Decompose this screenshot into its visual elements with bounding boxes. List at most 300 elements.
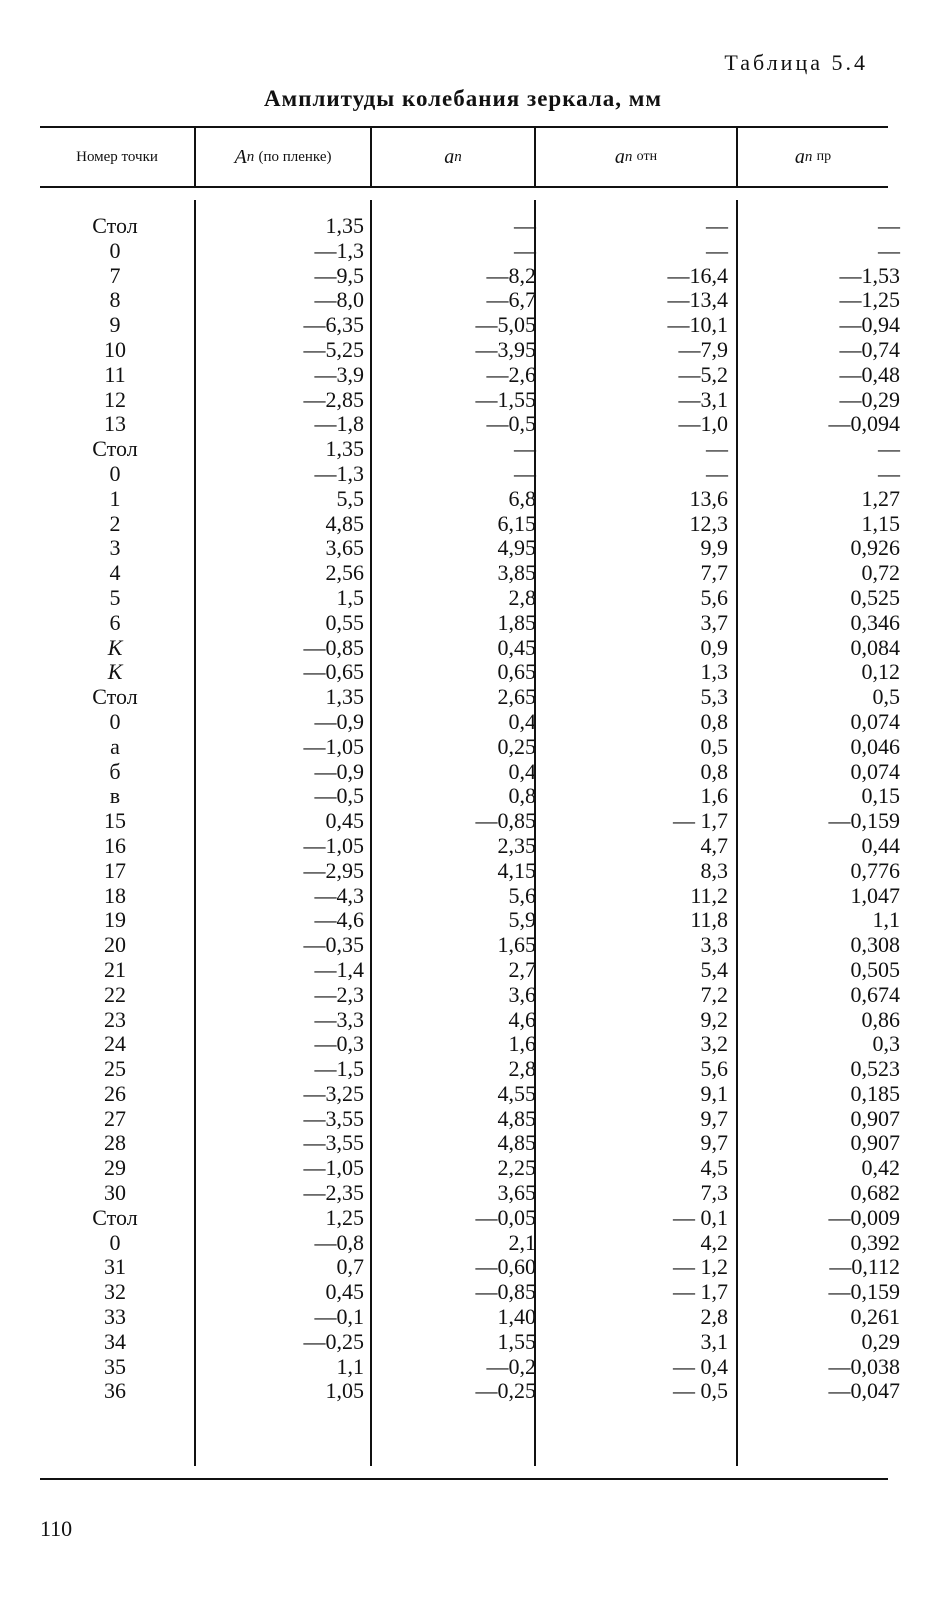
a-n-rel-cell: — 1,7: [673, 1279, 728, 1305]
a-n-cell: 0,4: [508, 758, 536, 784]
amplitude-film-cell: 2,56: [325, 560, 364, 586]
point-number-cell: 35: [104, 1353, 126, 1379]
table-row: [40, 1378, 900, 1404]
table-row: [40, 882, 900, 909]
table-row: [40, 1080, 900, 1107]
a-n-cell: —: [514, 460, 536, 486]
a-n-rel-cell: 5,4: [700, 956, 728, 982]
a-n-red-cell: —: [878, 237, 900, 263]
a-n-cell: —: [514, 213, 536, 238]
a-n-red-cell: 0,5: [872, 684, 900, 710]
a-n-red-cell: 0,392: [850, 1229, 900, 1255]
a-n-cell: 2,8: [508, 1056, 536, 1082]
a-n-rel-cell: 5,6: [700, 1056, 728, 1082]
a-n-rel-cell: —10,1: [667, 312, 728, 338]
a-n-rel-cell: —: [706, 460, 728, 486]
point-number-cell: 36: [104, 1378, 126, 1404]
table-row: [40, 1006, 900, 1033]
table-number-label: Таблица 5.4: [724, 50, 868, 75]
table-row: [40, 1279, 900, 1305]
a-n-cell: 4,15: [497, 857, 536, 883]
header-amplitude-film: [196, 128, 370, 186]
table-row: [40, 857, 900, 884]
a-n-red-cell: —1,25: [839, 287, 900, 313]
a-n-cell: 1,6: [508, 1031, 536, 1057]
table-row: [40, 560, 900, 586]
point-number-cell: 34: [104, 1328, 126, 1354]
a-n-cell: 2,65: [497, 684, 536, 710]
point-number-cell: 8: [109, 287, 121, 313]
a-n-red-cell: 0,674: [850, 981, 900, 1007]
table-row: [40, 436, 900, 462]
amplitude-film-cell: —4,6: [314, 907, 364, 933]
a-n-red-cell: 0,084: [850, 634, 900, 660]
header-a-n-rel-subscript: n: [624, 148, 633, 165]
a-n-red-cell: —0,29: [839, 386, 900, 412]
table-row: [40, 1229, 900, 1256]
point-number-cell: 18: [104, 882, 126, 908]
point-number-cell: 15: [104, 808, 126, 834]
a-n-rel-cell: 3,3: [700, 932, 728, 958]
a-n-red-cell: 0,44: [861, 832, 900, 858]
a-n-red-cell: —0,009: [828, 1204, 900, 1230]
table-title: Амплитуды колебания зеркала, мм: [263, 86, 663, 111]
table-row: [40, 262, 900, 289]
a-n-cell: 2,7: [508, 956, 536, 982]
point-number-cell: 29: [104, 1155, 126, 1181]
amplitude-film-cell: 1,35: [325, 436, 364, 462]
a-n-red-cell: 0,86: [861, 1006, 900, 1032]
a-n-rel-cell: 5,3: [700, 684, 728, 710]
table-row: [40, 213, 900, 239]
amplitude-film-cell: 1,1: [336, 1353, 364, 1379]
point-number-cell: 21: [104, 956, 126, 982]
point-number-cell: 28: [104, 1130, 126, 1156]
point-number-cell: К: [107, 634, 123, 660]
a-n-cell: —: [514, 436, 536, 462]
a-n-rel-cell: 7,2: [700, 981, 728, 1007]
a-n-cell: 2,8: [508, 584, 536, 610]
a-n-rel-cell: 0,8: [700, 708, 728, 734]
amplitude-film-cell: —0,35: [303, 932, 364, 958]
point-number-cell: в: [109, 783, 121, 809]
a-n-rel-cell: 2,8: [700, 1304, 728, 1330]
a-n-rel-cell: 3,2: [700, 1031, 728, 1057]
point-number-cell: 7: [109, 262, 121, 288]
table-row: [40, 1130, 900, 1156]
amplitude-film-cell: —2,3: [314, 981, 364, 1007]
a-n-cell: 3,65: [497, 1180, 536, 1206]
a-n-red-cell: 0,15: [861, 783, 900, 809]
amplitude-film-cell: —1,3: [314, 237, 364, 263]
point-number-cell: Стол: [92, 1204, 138, 1230]
a-n-cell: —5,05: [475, 312, 536, 338]
a-n-red-cell: 1,15: [861, 510, 900, 536]
point-number-cell: 4: [109, 560, 121, 586]
table-row: [40, 733, 900, 760]
header-a-n: [372, 128, 534, 186]
point-number-cell: 3: [109, 535, 121, 561]
point-number-cell: 20: [104, 932, 126, 958]
amplitude-film-cell: 4,85: [325, 510, 364, 536]
header-a-n-rel-symbol: a: [614, 145, 625, 168]
a-n-red-cell: —0,74: [839, 336, 900, 362]
amplitude-film-cell: —2,85: [303, 386, 364, 412]
point-number-cell: 10: [104, 336, 126, 362]
a-n-cell: 1,65: [497, 932, 536, 958]
a-n-red-cell: —0,159: [828, 1279, 900, 1305]
a-n-red-cell: 0,308: [850, 932, 900, 958]
a-n-red-cell: 0,907: [850, 1105, 900, 1131]
point-number-cell: 26: [104, 1080, 126, 1106]
a-n-red-cell: —0,094: [828, 411, 900, 437]
table-row: [40, 956, 900, 983]
a-n-cell: 5,6: [508, 882, 536, 908]
amplitude-film-cell: —0,3: [314, 1031, 364, 1057]
point-number-cell: 11: [104, 361, 126, 387]
a-n-cell: —1,55: [475, 386, 536, 412]
a-n-rel-cell: 0,5: [700, 733, 728, 759]
amplitude-film-cell: —1,8: [314, 411, 364, 437]
a-n-red-cell: 0,261: [850, 1304, 900, 1330]
amplitude-film-cell: —1,05: [303, 733, 364, 759]
table-row: [40, 485, 900, 512]
a-n-rel-cell: 9,7: [700, 1130, 728, 1156]
amplitude-film-cell: 0,45: [325, 808, 364, 834]
a-n-cell: 0,65: [497, 659, 536, 685]
table-row: [40, 1155, 900, 1181]
a-n-rel-cell: 9,1: [700, 1080, 728, 1106]
a-n-red-cell: 0,776: [850, 857, 900, 883]
table-row: [40, 1304, 900, 1330]
a-n-cell: —8,2: [486, 262, 536, 288]
a-n-rel-cell: —13,4: [667, 287, 728, 313]
amplitude-film-cell: —0,9: [314, 708, 364, 734]
amplitude-film-cell: 1,35: [325, 213, 364, 238]
table-row: [40, 1204, 900, 1231]
a-n-cell: 4,55: [497, 1080, 536, 1106]
point-number-cell: 31: [104, 1254, 126, 1280]
a-n-rel-cell: 7,3: [700, 1180, 728, 1206]
page-number: 110: [40, 1516, 73, 1541]
amplitude-film-cell: 0,7: [336, 1254, 364, 1280]
a-n-red-cell: —0,48: [839, 361, 900, 387]
header-a-n-red-suffix: пр: [816, 149, 832, 164]
amplitude-film-cell: —0,1: [314, 1304, 364, 1330]
a-n-rel-cell: 3,7: [700, 609, 728, 635]
a-n-rel-cell: 3,1: [700, 1328, 728, 1354]
a-n-cell: —3,95: [475, 336, 536, 362]
a-n-red-cell: 0,682: [850, 1180, 900, 1206]
a-n-cell: 0,45: [497, 634, 536, 660]
a-n-rel-cell: 1,6: [700, 783, 728, 809]
a-n-rel-cell: 11,8: [690, 907, 728, 933]
a-n-red-cell: 0,523: [850, 1056, 900, 1082]
table-row: [40, 1105, 900, 1132]
point-number-cell: 33: [104, 1304, 126, 1330]
header-amplitude-note: (по пленке): [258, 148, 332, 165]
a-n-cell: 4,85: [497, 1105, 536, 1131]
point-number-cell: Стол: [92, 213, 138, 238]
header-a-n-rel: [536, 128, 736, 186]
a-n-red-cell: —: [878, 213, 900, 238]
amplitude-film-cell: —2,95: [303, 857, 364, 883]
table-row: [40, 1353, 900, 1380]
amplitude-film-cell: —6,35: [303, 312, 364, 338]
a-n-rel-cell: — 1,2: [673, 1254, 728, 1280]
a-n-cell: 6,15: [497, 510, 536, 536]
a-n-rel-cell: — 1,7: [673, 808, 728, 834]
amplitude-film-cell: 0,55: [325, 609, 364, 635]
point-number-cell: а: [110, 733, 120, 759]
a-n-cell: 0,25: [497, 733, 536, 759]
a-n-rel-cell: — 0,4: [673, 1353, 728, 1379]
point-number-cell: 1: [109, 485, 121, 511]
amplitude-film-cell: —8,0: [314, 287, 364, 313]
a-n-red-cell: 0,42: [861, 1155, 900, 1181]
a-n-cell: —2,6: [486, 361, 536, 387]
point-number-cell: 9: [109, 312, 121, 338]
table-row: [40, 237, 900, 264]
a-n-rel-cell: 0,9: [700, 634, 728, 660]
a-n-rel-cell: —16,4: [667, 262, 728, 288]
a-n-cell: 6,8: [508, 485, 536, 511]
point-number-cell: 6: [109, 609, 121, 635]
a-n-cell: 4,95: [497, 535, 536, 561]
table-row: [40, 411, 900, 437]
amplitude-film-cell: —3,55: [303, 1130, 364, 1156]
table-row: [40, 708, 900, 735]
a-n-rel-cell: — 0,5: [673, 1378, 728, 1404]
point-number-cell: Стол: [92, 684, 138, 710]
a-n-rel-cell: —7,9: [678, 336, 728, 362]
amplitude-film-cell: —3,9: [314, 361, 364, 387]
a-n-rel-cell: 4,5: [700, 1155, 728, 1181]
a-n-red-cell: 1,047: [850, 882, 900, 908]
point-number-cell: 12: [104, 386, 126, 412]
table-row: [40, 634, 900, 661]
amplitude-film-cell: 1,35: [325, 684, 364, 710]
header-amplitude-symbol: A: [234, 145, 247, 168]
point-number-cell: 22: [104, 981, 126, 1007]
a-n-rel-cell: 7,7: [700, 560, 728, 586]
table-row: [40, 659, 900, 685]
a-n-rel-cell: 11,2: [690, 882, 728, 908]
table-row: [40, 336, 900, 363]
table-row: [40, 932, 900, 958]
point-number-cell: 0: [109, 460, 121, 486]
a-n-cell: 3,85: [497, 560, 536, 586]
table-row: [40, 783, 900, 809]
a-n-red-cell: 0,185: [850, 1080, 900, 1106]
point-number-cell: б: [109, 758, 121, 784]
table-row: [40, 609, 900, 636]
a-n-cell: —0,25: [475, 1378, 536, 1404]
table-row: [40, 1031, 900, 1057]
amplitude-film-cell: —1,5: [314, 1056, 364, 1082]
table-row: [40, 287, 900, 313]
a-n-red-cell: 0,3: [872, 1031, 900, 1057]
a-n-red-cell: 1,1: [872, 907, 900, 933]
amplitude-film-cell: —2,35: [303, 1180, 364, 1206]
a-n-red-cell: 0,525: [850, 584, 900, 610]
point-number-cell: 2: [109, 510, 121, 536]
header-a-n-red-subscript: n: [804, 148, 813, 165]
a-n-red-cell: 0,72: [861, 560, 900, 586]
table-row: [40, 361, 900, 388]
a-n-rel-cell: —5,2: [678, 361, 728, 387]
a-n-cell: 5,9: [508, 907, 536, 933]
a-n-rel-cell: 12,3: [689, 510, 728, 536]
point-number-cell: 0: [109, 237, 121, 263]
header-a-n-subscript: n: [454, 148, 462, 165]
a-n-cell: —0,2: [486, 1353, 536, 1379]
point-number-cell: 13: [104, 411, 126, 437]
a-n-cell: 0,8: [508, 783, 536, 809]
table-bottom-rule: [40, 1478, 888, 1480]
a-n-cell: 1,55: [497, 1328, 536, 1354]
a-n-cell: —6,7: [486, 287, 536, 313]
a-n-rel-cell: 8,3: [700, 857, 728, 883]
amplitude-film-cell: 1,05: [325, 1378, 364, 1404]
amplitude-film-cell: —0,85: [303, 634, 364, 660]
point-number-cell: 30: [104, 1180, 126, 1206]
a-n-rel-cell: — 0,1: [673, 1204, 728, 1230]
a-n-red-cell: 0,074: [850, 708, 900, 734]
a-n-red-cell: 1,27: [861, 485, 900, 511]
header-point-number: Номер точки: [76, 148, 158, 165]
a-n-cell: 4,6: [508, 1006, 536, 1032]
a-n-cell: —0,60: [475, 1254, 536, 1280]
point-number-cell: 27: [104, 1105, 126, 1131]
a-n-red-cell: 0,505: [850, 956, 900, 982]
amplitude-film-cell: 3,65: [325, 535, 364, 561]
amplitude-film-cell: —3,55: [303, 1105, 364, 1131]
amplitude-film-cell: —0,25: [303, 1328, 364, 1354]
amplitude-film-cell: —1,4: [314, 956, 364, 982]
table-row: [40, 1180, 900, 1206]
amplitude-film-cell: —3,3: [314, 1006, 364, 1032]
a-n-cell: 2,35: [497, 832, 536, 858]
point-number-cell: Стол: [92, 436, 138, 462]
a-n-rel-cell: —: [706, 213, 728, 238]
a-n-rel-cell: 4,7: [700, 832, 728, 858]
a-n-rel-cell: 13,6: [689, 485, 728, 511]
table-row: [40, 584, 900, 611]
table-row: [40, 981, 900, 1008]
amplitude-film-cell: 0,45: [325, 1279, 364, 1305]
table-row: [40, 386, 900, 413]
amplitude-film-cell: —0,8: [314, 1229, 364, 1255]
point-number-cell: 32: [104, 1279, 126, 1305]
point-number-cell: 17: [104, 857, 126, 883]
table-row: [40, 832, 900, 859]
amplitude-film-cell: —0,65: [303, 659, 364, 685]
a-n-red-cell: —0,159: [828, 808, 900, 834]
amplitude-film-cell: —4,3: [314, 882, 364, 908]
header-a-n-red: [738, 128, 888, 186]
a-n-red-cell: 0,346: [850, 609, 900, 635]
a-n-red-cell: —0,94: [839, 312, 900, 338]
a-n-red-cell: —: [878, 460, 900, 486]
a-n-cell: 2,25: [497, 1155, 536, 1181]
a-n-red-cell: —1,53: [839, 262, 900, 288]
point-number-cell: 23: [104, 1006, 126, 1032]
a-n-cell: —0,85: [475, 1279, 536, 1305]
a-n-red-cell: 0,907: [850, 1130, 900, 1156]
amplitude-film-cell: 5,5: [336, 485, 364, 511]
table-row: [40, 312, 900, 338]
table-row: [40, 1254, 900, 1280]
header-a-n-rel-suffix: отн: [636, 149, 658, 164]
a-n-rel-cell: —: [706, 237, 728, 263]
amplitude-film-cell: —3,25: [303, 1080, 364, 1106]
amplitude-film-cell: 1,25: [325, 1204, 364, 1230]
a-n-rel-cell: —3,1: [678, 386, 728, 412]
a-n-red-cell: —0,112: [829, 1254, 900, 1280]
a-n-cell: 2,1: [508, 1229, 536, 1255]
a-n-cell: 3,6: [508, 981, 536, 1007]
header-amplitude-subscript: n: [246, 148, 255, 165]
amplitude-film-cell: —0,5: [314, 783, 364, 809]
table-row: [40, 907, 900, 933]
amplitude-film-cell: —9,5: [314, 262, 364, 288]
header-a-n-symbol: a: [444, 145, 455, 168]
point-number-cell: 24: [104, 1031, 126, 1057]
a-n-rel-cell: 1,3: [700, 659, 728, 685]
point-number-cell: 0: [109, 708, 121, 734]
point-number-cell: 5: [109, 584, 121, 610]
table-row: [40, 1328, 900, 1355]
a-n-red-cell: —0,038: [828, 1353, 900, 1379]
a-n-rel-cell: —: [706, 436, 728, 462]
a-n-red-cell: 0,12: [861, 659, 900, 685]
a-n-red-cell: 0,926: [850, 535, 900, 561]
table-row: [40, 460, 900, 487]
a-n-cell: 4,85: [497, 1130, 536, 1156]
a-n-cell: —0,85: [475, 808, 536, 834]
a-n-cell: —0,5: [486, 411, 536, 437]
table-row: [40, 684, 900, 710]
table-row: [40, 758, 900, 785]
table-body: [40, 213, 900, 1404]
amplitude-film-cell: —5,25: [303, 336, 364, 362]
amplitude-film-cell: —1,3: [314, 460, 364, 486]
point-number-cell: 25: [104, 1056, 126, 1082]
a-n-rel-cell: 9,2: [700, 1006, 728, 1032]
amplitude-film-cell: —1,05: [303, 832, 364, 858]
a-n-red-cell: 0,29: [861, 1328, 900, 1354]
a-n-rel-cell: 9,9: [700, 535, 728, 561]
a-n-red-cell: —: [878, 436, 900, 462]
point-number-cell: 0: [109, 1229, 121, 1255]
a-n-cell: —0,05: [475, 1204, 536, 1230]
point-number-cell: 19: [104, 907, 126, 933]
a-n-cell: 1,85: [497, 609, 536, 635]
a-n-cell: 1,40: [497, 1304, 536, 1330]
amplitude-film-cell: 1,5: [336, 584, 364, 610]
a-n-rel-cell: —1,0: [678, 411, 728, 437]
amplitude-film-cell: —1,05: [303, 1155, 364, 1181]
a-n-rel-cell: 9,7: [700, 1105, 728, 1131]
point-number-cell: 16: [104, 832, 126, 858]
a-n-rel-cell: 0,8: [700, 758, 728, 784]
header-a-n-red-symbol: a: [794, 145, 805, 168]
a-n-red-cell: 0,046: [850, 733, 900, 759]
a-n-cell: 0,4: [508, 708, 536, 734]
table-row: [40, 535, 900, 561]
table-row: [40, 1056, 900, 1082]
